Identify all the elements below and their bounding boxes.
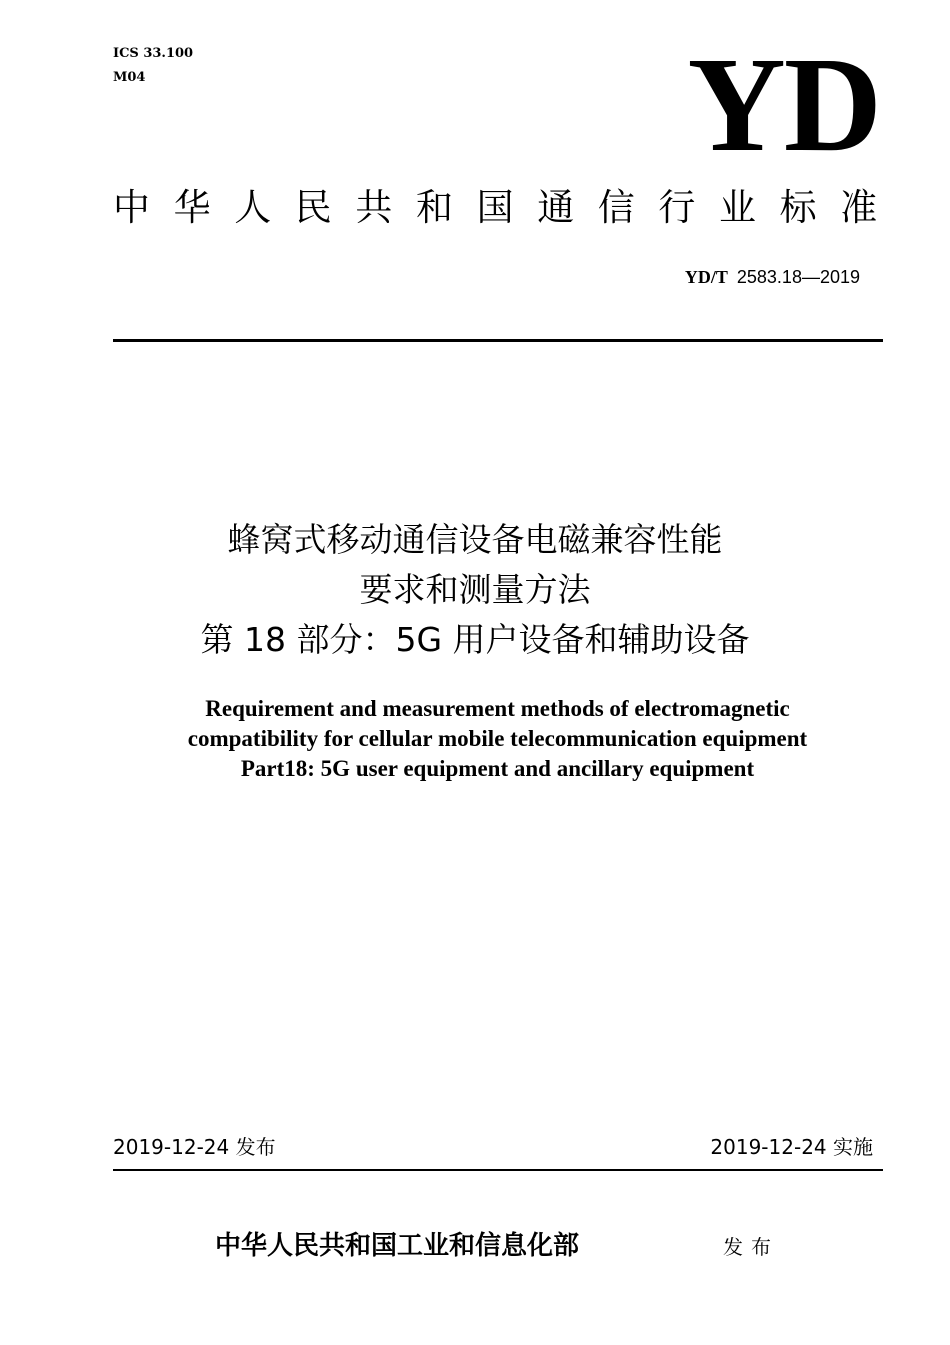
standard-number <box>560 265 860 290</box>
top-divider <box>113 339 883 342</box>
english-title-line-3: Part18: 5G user equipment and ancillary equipment <box>240 756 755 781</box>
classification-codes <box>113 42 193 90</box>
implementation-date: 2019-12-24 实施 <box>710 1135 873 1159</box>
ics-code: ICS 33.100 <box>113 46 194 61</box>
chinese-title-line-3: 第 18 部分：5G 用户设备和辅助设备 <box>200 620 750 659</box>
yd-logo: YD <box>687 30 880 180</box>
issue-date: 2019-12-24 发布 <box>113 1135 276 1159</box>
standard-number-value: 2583.18—2019 <box>736 267 860 287</box>
chinese-title <box>0 515 950 665</box>
chinese-title-line-2: 要求和测量方法 <box>359 570 591 609</box>
bottom-divider <box>113 1169 883 1171</box>
english-title-line-1: Requirement and measurement methods of electromagnetic <box>205 696 790 721</box>
issuing-ministry: 中华人民共和国工业和信息化部 <box>215 1231 580 1261</box>
english-title <box>0 694 950 784</box>
industry-standard-title: 中华人民共和国通信行业标准 <box>113 186 901 229</box>
standard-prefix: YD/T <box>684 267 728 287</box>
chinese-title-line-1: 蜂窝式移动通信设备电磁兼容性能 <box>227 520 723 559</box>
english-title-line-2: compatibility for cellular mobile telecommunication equipment <box>187 726 808 751</box>
ccs-code: M04 <box>113 70 146 85</box>
publish-label: 发布 <box>723 1235 779 1259</box>
